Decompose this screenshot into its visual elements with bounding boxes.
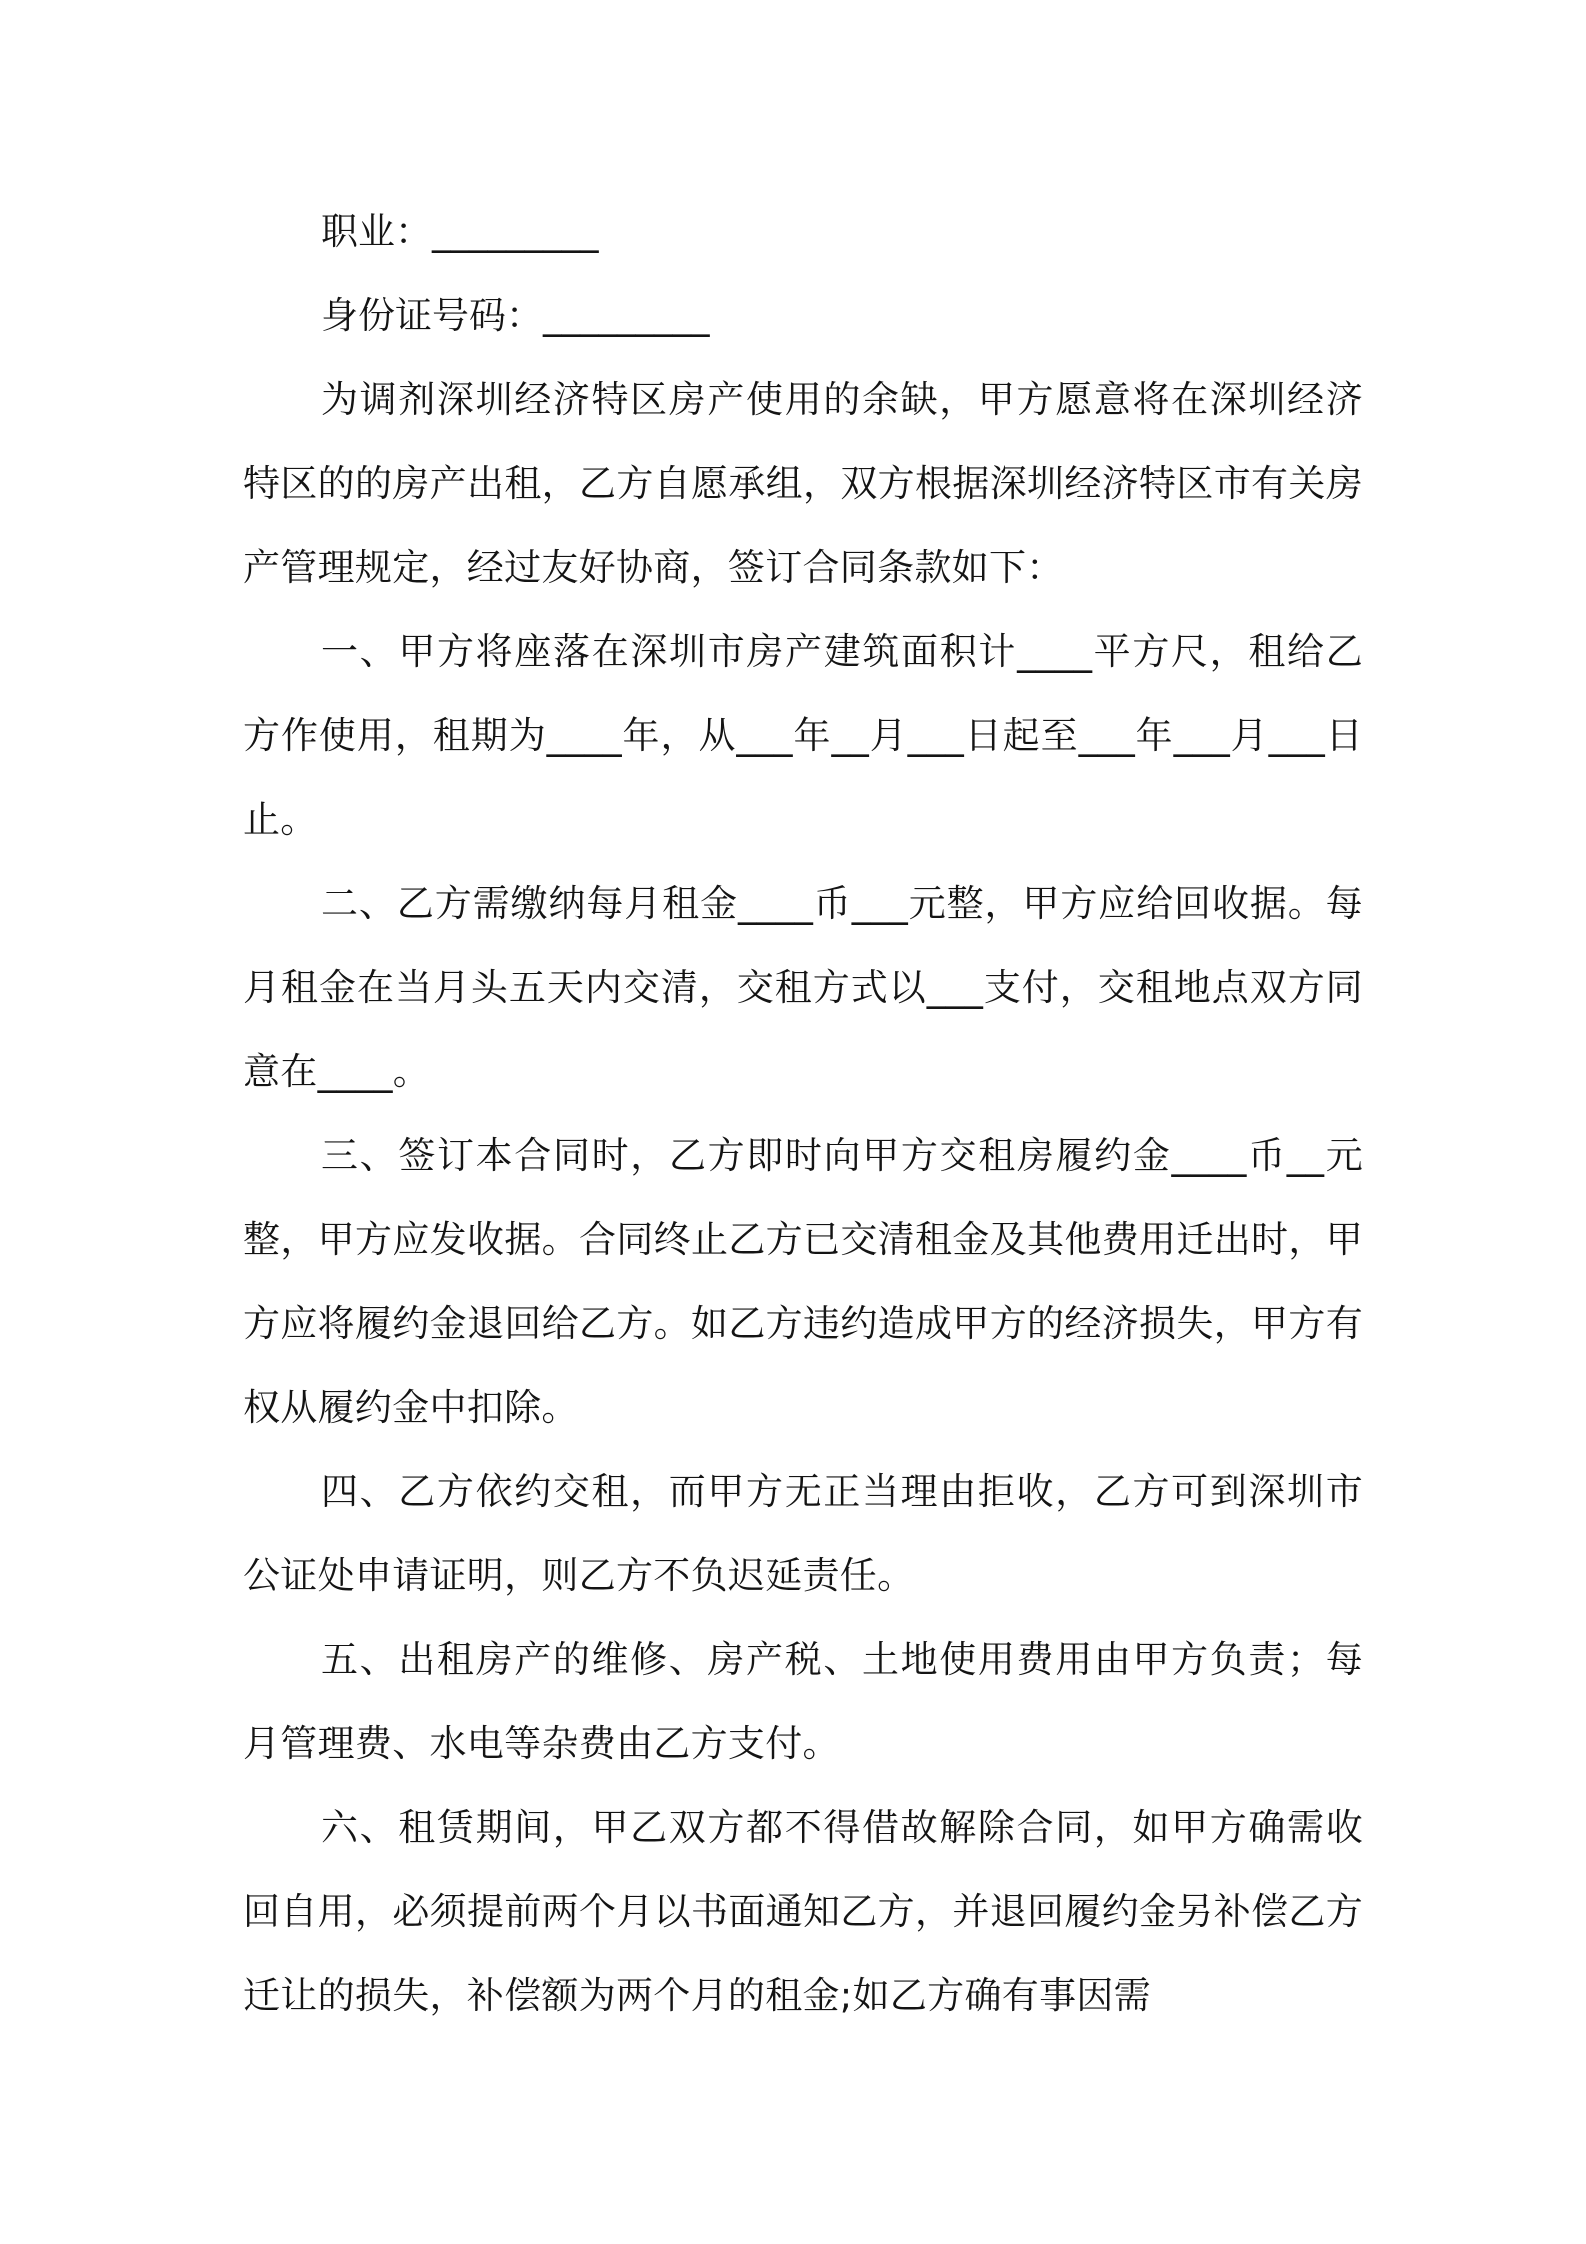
- clause-3-paragraph: 三、签订本合同时，乙方即时向甲方交租房履约金____币__元整，甲方应发收据。合同终止乙方已交清租金及其他费用迁出时，甲方应将履约金退回给乙方。如乙方违约造成甲方的经济损失，甲方有权从履约金中扣除。: [243, 1134, 1363, 1429]
- id-number-blank: _________: [543, 294, 710, 337]
- occupation-label: 职业：: [321, 210, 432, 253]
- contract-body: [243, 190, 1363, 2038]
- clause-6-paragraph: 六、租赁期间，甲乙双方都不得借故解除合同，如甲方确需收回自用，必须提前两个月以书面通知乙方，并退回履约金另补偿乙方迁让的损失，补偿额为两个月的租金;如乙方确有事因需: [243, 1806, 1363, 2017]
- preamble-paragraph: 为调剂深圳经济特区房产使用的余缺，甲方愿意将在深圳经济特区的的房产出租，乙方自愿承组，双方根据深圳经济特区市有关房产管理规定，经过友好协商，签订合同条款如下：: [243, 378, 1363, 589]
- id-number-label: 身份证号码：: [321, 294, 543, 337]
- clause-5-paragraph: 五、出租房产的维修、房产税、土地使用费用由甲方负责；每月管理费、水电等杂费由乙方支付。: [243, 1638, 1363, 1765]
- occupation-blank: _________: [432, 210, 599, 253]
- clause-4-paragraph: 四、乙方依约交租，而甲方无正当理由拒收，乙方可到深圳市公证处申请证明，则乙方不负迟延责任。: [243, 1470, 1363, 1597]
- id-number-field: [243, 274, 1363, 358]
- clause-1-paragraph: 一、甲方将座落在深圳市房产建筑面积计____平方尺，租给乙方作使用，租期为____年，从___年__月___日起至___年___月___日止。: [243, 630, 1363, 841]
- clause-2-paragraph: 二、乙方需缴纳每月租金____币___元整，甲方应给回收据。每月租金在当月头五天内交清，交租方式以___支付，交租地点双方同意在____。: [243, 882, 1363, 1093]
- occupation-field: [243, 190, 1363, 274]
